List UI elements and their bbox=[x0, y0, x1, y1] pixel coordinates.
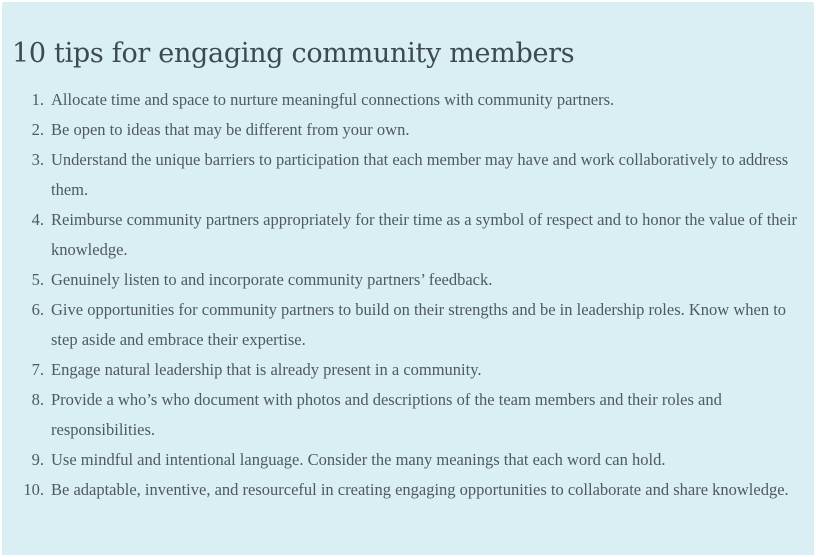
list-item bbox=[2, 475, 814, 505]
list-item bbox=[2, 85, 814, 115]
list-item-number: 2. bbox=[31, 120, 44, 139]
list-item-number: 9. bbox=[31, 450, 44, 469]
list-item-text: Engage natural leadership that is already present in a community. bbox=[51, 360, 482, 379]
tips-list bbox=[2, 85, 814, 505]
list-item-text: Provide a who’s who document with photos and descriptions of the team members and their roles and responsibilities. bbox=[51, 390, 722, 439]
list-item-text: Be open to ideas that may be different from your own. bbox=[51, 120, 410, 139]
list-item bbox=[2, 265, 814, 295]
list-item bbox=[2, 385, 814, 445]
list-item-number: 6. bbox=[31, 300, 44, 319]
list-item-number: 3. bbox=[31, 150, 44, 169]
list-item bbox=[2, 295, 814, 355]
list-item-text: Reimburse community partners appropriately for their time as a symbol of respect and to honor the value of their knowledge. bbox=[51, 210, 797, 259]
list-item-text: Genuinely listen to and incorporate community partners’ feedback. bbox=[51, 270, 493, 289]
list-item bbox=[2, 445, 814, 475]
list-item bbox=[2, 145, 814, 205]
list-item bbox=[2, 205, 814, 265]
list-item-text: Give opportunities for community partners to build on their strengths and be in leadership roles. Know when to step aside and embrace their expertise. bbox=[51, 300, 787, 349]
list-item-number: 1. bbox=[31, 90, 44, 109]
list-item-number: 10. bbox=[23, 480, 44, 499]
list-item-text: Allocate time and space to nurture meaningful connections with community partners. bbox=[51, 90, 615, 109]
list-item-text: Use mindful and intentional language. Consider the many meanings that each word can hold. bbox=[51, 450, 666, 469]
list-item-number: 5. bbox=[31, 270, 44, 289]
list-item bbox=[2, 355, 814, 385]
list-item-number: 8. bbox=[31, 390, 44, 409]
list-item-text: Be adaptable, inventive, and resourceful in creating engaging opportunities to collaborate and share knowledge. bbox=[51, 480, 789, 499]
page-title: 10 tips for engaging community members bbox=[12, 38, 575, 69]
tips-panel bbox=[2, 2, 814, 555]
list-item-number: 4. bbox=[31, 210, 44, 229]
list-item-text: Understand the unique barriers to participation that each member may have and work collaboratively to address them. bbox=[51, 150, 789, 199]
list-item bbox=[2, 115, 814, 145]
list-item-number: 7. bbox=[31, 360, 44, 379]
